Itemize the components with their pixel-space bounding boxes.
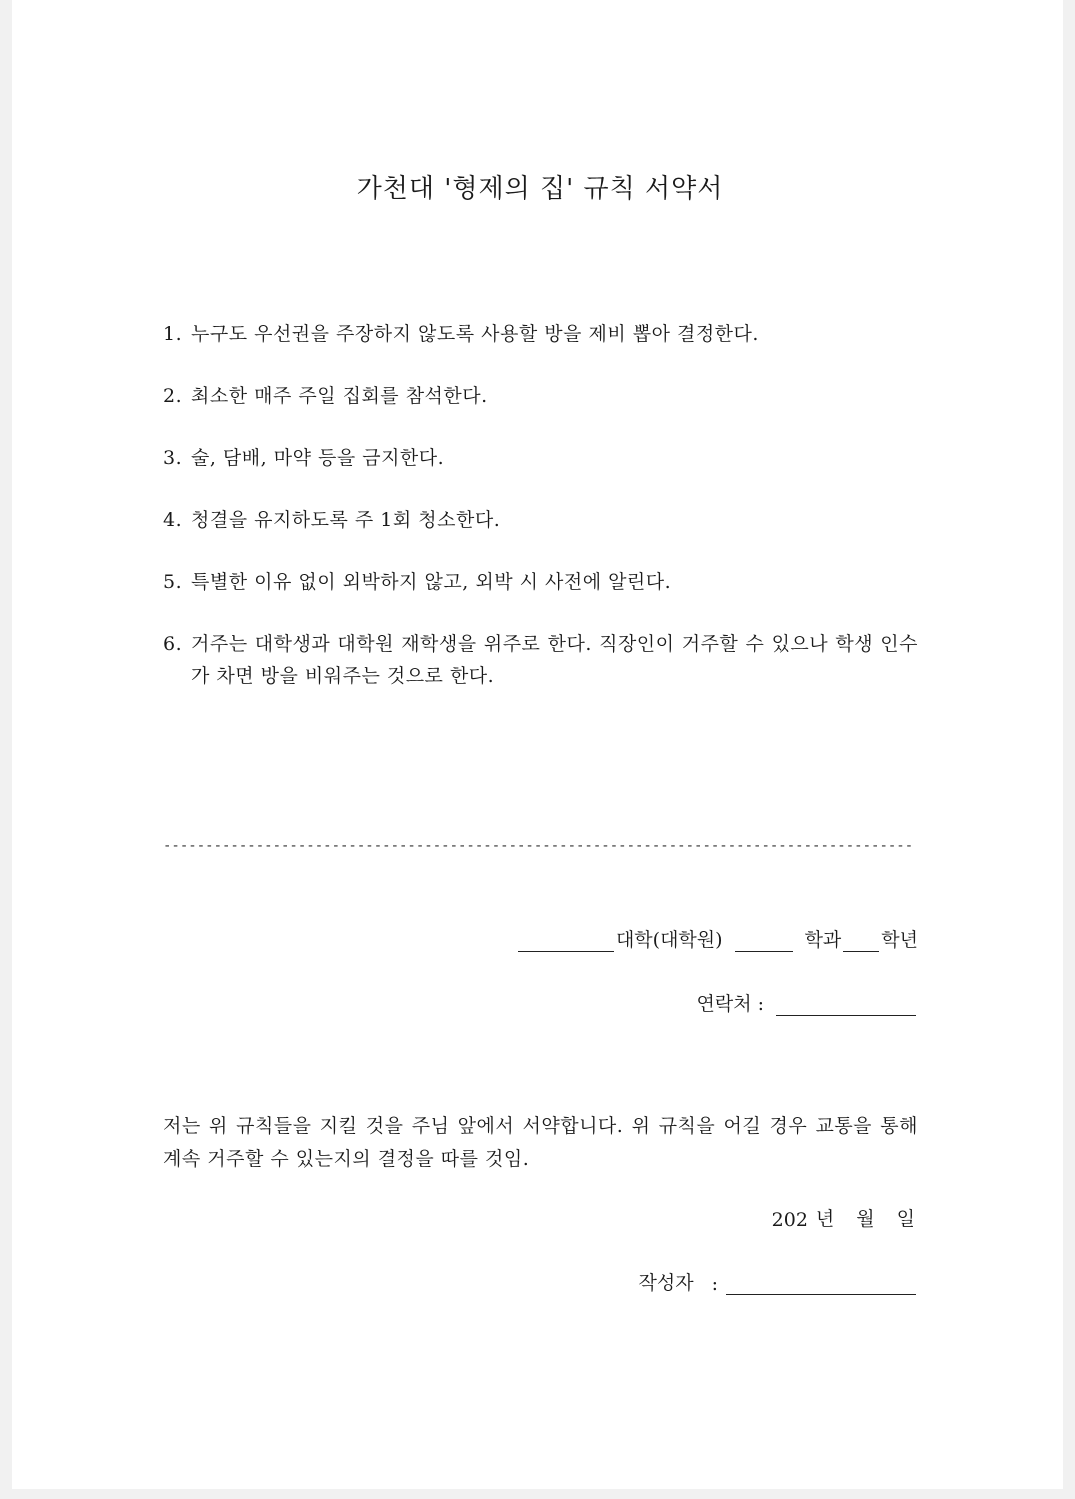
rules-list (163, 318, 918, 722)
rule-number: 5. (163, 571, 183, 593)
pledge-statement: 저는 위 규칙들을 지킬 것을 주님 앞에서 서약합니다. 위 규칙을 어길 경우 교통을 통해 계속 거주할 수 있는지의 결정을 따를 것임. (163, 1115, 918, 1170)
year-blank[interactable] (843, 929, 879, 952)
rule-item (163, 504, 918, 536)
author-colon: : (711, 1273, 718, 1295)
cut-line-divider: ----------------------------------------------------------------------------------------- (163, 838, 913, 854)
rule-number: 3. (163, 447, 183, 469)
author-signature-line (639, 1268, 918, 1295)
rule-text: 술, 담배, 마약 등을 금지한다. (191, 447, 445, 469)
school-info-line (516, 925, 918, 952)
rule-number: 2. (163, 385, 183, 407)
author-signature-blank[interactable] (726, 1272, 916, 1295)
date-day-unit: 일 (896, 1208, 915, 1230)
date-line (772, 1204, 915, 1231)
contact-label: 연락처 : (696, 993, 764, 1015)
author-label: 작성자 (638, 1272, 694, 1294)
rule-item (163, 566, 918, 598)
rule-number: 4. (163, 509, 183, 531)
university-blank[interactable] (518, 929, 614, 952)
rule-item (163, 442, 918, 474)
document-page (12, 0, 1063, 1489)
department-label: 학과 (804, 929, 842, 951)
date-year: 202 (771, 1209, 808, 1231)
rule-item (163, 380, 918, 412)
date-month-unit: 월 (856, 1208, 875, 1230)
year-label: 학년 (881, 929, 918, 951)
rule-text: 특별한 이유 없이 외박하지 않고, 외박 시 사전에 알린다. (191, 571, 672, 593)
contact-blank[interactable] (776, 993, 916, 1016)
rule-text: 최소한 매주 주일 집회를 참석한다. (191, 385, 488, 407)
contact-line (696, 989, 918, 1016)
department-blank[interactable] (735, 929, 793, 952)
rule-text: 거주는 대학생과 대학원 재학생을 위주로 한다. 직장인이 거주할 수 있으나 학생 인수가 차면 방을 비워주는 것으로 한다. (191, 633, 918, 687)
rule-number: 1. (163, 323, 183, 345)
document-title: 가천대 '형제의 집' 규칙 서약서 (356, 174, 724, 204)
date-year-unit: 년 (815, 1208, 835, 1230)
university-label: 대학(대학원) (615, 929, 723, 951)
rule-item (163, 628, 918, 692)
rule-text: 청결을 유지하도록 주 1회 청소한다. (191, 509, 501, 531)
rule-item (163, 318, 918, 350)
rule-text: 누구도 우선권을 주장하지 않도록 사용할 방을 제비 뽑아 결정한다. (191, 323, 759, 345)
rule-number: 6. (163, 633, 183, 655)
